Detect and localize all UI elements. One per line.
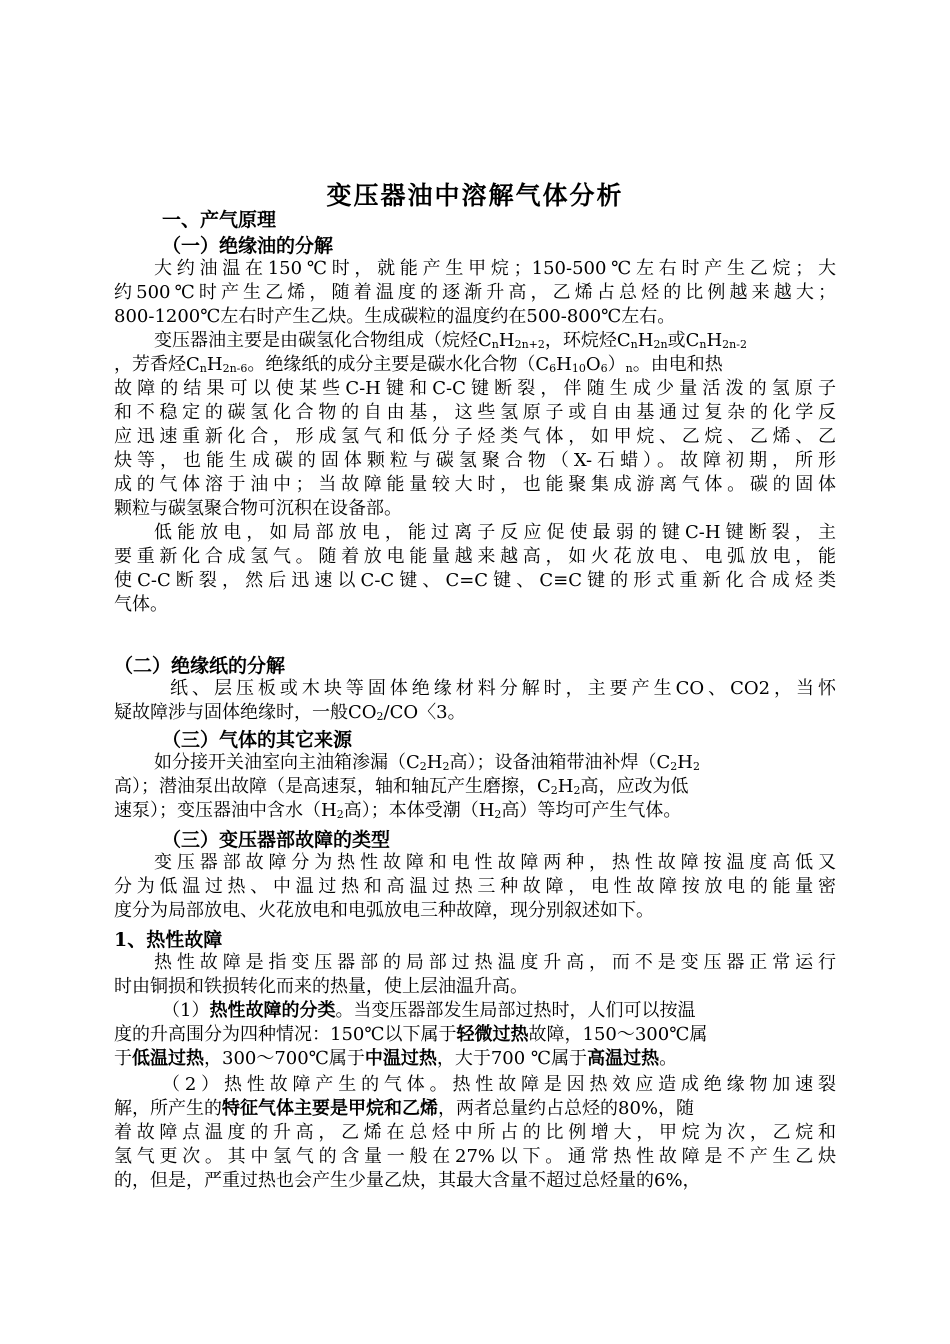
paragraph-line: （2）热性故障产生的气体。热性故障是因热效应造成绝缘物加速裂 [162, 1074, 836, 1095]
paragraph-line-formula: 高）；潜油泵出故障（是高速泵，轴和轴瓦产生磨擦，C2H2高，应改为低 [114, 776, 689, 797]
paragraph-line: 要重新化合成氢气。随着放电能量越来越高，如火花放电、电弧放电，能 [114, 546, 836, 567]
paragraph-line: 使C-C断裂，然后迅速以C-C键、C=C键、C≡C键的形式重新化合成烃类 [114, 570, 836, 591]
paragraph-line: 应迅速重新化合，形成氢气和低分子烃类气体，如甲烷、乙烷、乙烯、乙 [114, 426, 836, 447]
paragraph-line-formula: 变压器油主要是由碳氢化合物组成（烷烃CnH2n+2，环烷烃CnH2n或CnH2n-2 [154, 330, 747, 351]
paragraph-line-formula: ，芳香烃CnH2n-6。绝缘纸的成分主要是碳水化合物（C6H10O6）n。由电和热 [114, 354, 723, 375]
subsection-heading-fault-types: （三）变压器部故障的类型 [162, 829, 391, 851]
paragraph-line: 颗粒与碳氢聚合物可沉积在设备部。 [114, 498, 402, 519]
paragraph-line: 氢气更次。其中氢气的含量一般在27%以下。通常热性故障是不产生乙炔 [114, 1146, 836, 1167]
paragraph-line: 炔等，也能生成碳的固体颗粒与碳氢聚合物（X-石蜡）。故障初期，所形 [114, 450, 836, 471]
subsection-heading-oil: （一）绝缘油的分解 [162, 235, 334, 257]
paragraph-line-formula: 如分接开关油室向主油箱渗漏（C2H2高）；设备油箱带油补焊（C2H2 [154, 752, 700, 773]
paragraph-line-classification: 度的升高围分为四种情况：150℃以下属于轻微过热故障，150～300℃属 [114, 1024, 708, 1045]
paragraph-line: 时由铜损和铁损转化而来的热量，使上层油温升高。 [114, 976, 528, 997]
paragraph-line: 800-1200℃左右时产生乙炔。生成碳粒的温度约在500-800℃左右。 [114, 306, 676, 327]
section-heading-gas-principle: 一、产气原理 [162, 209, 277, 231]
paragraph-line: 度分为局部放电、火花放电和电弧放电三种故障，现分别叙述如下。 [114, 900, 654, 921]
paragraph-line: 的，但是，严重过热也会产生少量乙炔，其最大含量不超过总烃量的6%， [114, 1170, 701, 1191]
paragraph-line: 分为低温过热、中温过热和高温过热三种故障，电性故障按放电的能量密 [114, 876, 836, 897]
paragraph-line: 纸、层压板或木块等固体绝缘材料分解时，主要产生CO、CO2，当怀 [170, 678, 836, 699]
paragraph-line: 热性故障是指变压器部的局部过热温度升高，而不是变压器正常运行 [154, 952, 836, 973]
subsection-heading-paper: （二）绝缘纸的分解 [114, 655, 286, 677]
subsection-heading-other-sources: （三）气体的其它来源 [162, 729, 353, 751]
paragraph-line: 气体。 [114, 594, 168, 615]
section-heading-thermal-fault: 1、热性故障 [114, 929, 223, 951]
paragraph-line-formula: 疑故障涉与固体绝缘时，一般CO2/CO〈3。 [114, 702, 466, 723]
paragraph-line: 故障的结果可以使某些C-H键和C-C键断裂，伴随生成少量活泼的氢原子 [114, 378, 836, 399]
paragraph-line: 约500℃时产生乙烯，随着温度的逐渐升高，乙烯占总烃的比例越来越大； [114, 282, 836, 303]
paragraph-line: 着故障点温度的升高，乙烯在总烃中所占的比例增大，甲烷为次，乙烷和 [114, 1122, 836, 1143]
paragraph-line-classification: （1）热性故障的分类。当变压器部发生局部过热时，人们可以按温 [162, 1000, 696, 1021]
paragraph-line-classification: 于低温过热，300～700℃属于中温过热，大于700 ℃属于高温过热。 [114, 1048, 678, 1069]
paragraph-line-gases: 解，所产生的特征气体主要是甲烷和乙烯，两者总量约占总烃的80%，随 [114, 1098, 695, 1119]
paragraph-line-formula: 速泵）；变压器油中含水（H2高）；本体受潮（H2高）等均可产生气体。 [114, 800, 682, 821]
paragraph-line: 变压器部故障分为热性故障和电性故障两种，热性故障按温度高低又 [154, 852, 836, 873]
paragraph-line: 大约油温在150℃时，就能产生甲烷；150-500℃左右时产生乙烷；大 [154, 258, 836, 279]
paragraph-line: 和不稳定的碳氢化合物的自由基，这些氢原子或自由基通过复杂的化学反 [114, 402, 836, 423]
paragraph-line: 低能放电，如局部放电，能过离子反应促使最弱的键C-H键断裂，主 [154, 522, 836, 543]
paragraph-line: 成的气体溶于油中；当故障能量较大时，也能聚集成游离气体。碳的固体 [114, 474, 836, 495]
page-title: 变压器油中溶解气体分析 [326, 181, 624, 210]
